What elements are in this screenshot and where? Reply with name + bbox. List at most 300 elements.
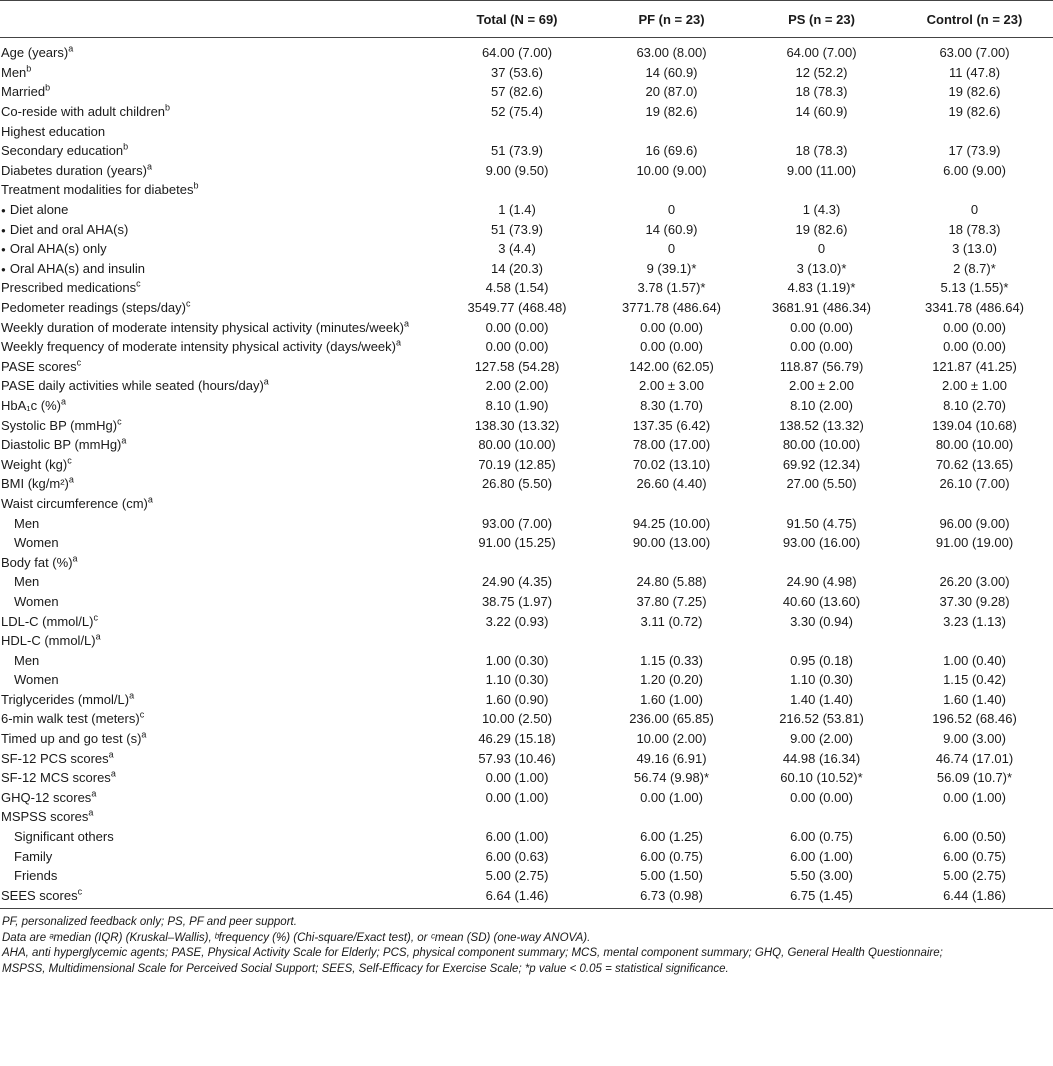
footnote-marker: a bbox=[61, 396, 67, 407]
row-label bbox=[0, 748, 438, 768]
table-cell: 6.00 (1.00) bbox=[485, 829, 549, 845]
row-label-text: PASE daily activities while seated (hours/day) bbox=[1, 378, 264, 394]
table-row bbox=[0, 102, 1053, 122]
table-cell: 93.00 (16.00) bbox=[782, 535, 861, 551]
table-cell: 78.00 (17.00) bbox=[632, 437, 711, 453]
table-cell: 118.87 (56.79) bbox=[779, 358, 864, 374]
table-cell: 10.00 (2.50) bbox=[481, 711, 553, 727]
table-row bbox=[0, 788, 1053, 808]
footnote-marker: c bbox=[93, 612, 98, 623]
table-cell: 6.73 (0.98) bbox=[596, 886, 747, 909]
table-cell: 1.20 (0.20) bbox=[640, 672, 703, 688]
table-cell: 51 (73.9) bbox=[490, 143, 544, 159]
table-row bbox=[0, 552, 1053, 572]
table-cell: 2.00 (2.00) bbox=[485, 378, 549, 394]
table-cell bbox=[596, 180, 747, 200]
table-cell: 94.25 (10.00) bbox=[632, 515, 711, 531]
table-row bbox=[0, 768, 1053, 788]
row-label bbox=[0, 494, 438, 514]
table-cell: 142.00 (62.05) bbox=[629, 358, 714, 374]
row-label bbox=[0, 435, 438, 455]
table-cell: 0.00 (0.00) bbox=[790, 319, 853, 335]
table-cell: 1.60 (0.90) bbox=[485, 691, 549, 707]
row-label bbox=[0, 827, 438, 847]
footnote-marker: c bbox=[76, 357, 82, 368]
row-label-text: Prescribed medications bbox=[1, 280, 137, 296]
row-label-text: Pedometer readings (steps/day) bbox=[1, 300, 186, 316]
row-label-text: Weight (kg) bbox=[1, 456, 68, 472]
footnote-marker: a bbox=[147, 494, 153, 505]
table-cell: 1.00 (0.40) bbox=[943, 652, 1006, 668]
table-row bbox=[0, 141, 1053, 161]
table-cell: 3681.91 (486.34) bbox=[771, 300, 872, 316]
table-cell bbox=[438, 494, 596, 514]
table-cell: 8.10 (2.70) bbox=[943, 397, 1006, 413]
table-cell: 3771.78 (486.64) bbox=[621, 300, 722, 316]
footnote-marker: a bbox=[110, 768, 116, 779]
table-cell bbox=[896, 121, 1053, 141]
table-cell: 5.00 (2.75) bbox=[943, 868, 1006, 884]
footnote-marker: c bbox=[77, 886, 83, 897]
row-label bbox=[0, 670, 438, 690]
table-row bbox=[0, 886, 1053, 909]
row-label-text: LDL-C (mmol/L) bbox=[1, 613, 94, 629]
table-cell: 80.00 (10.00) bbox=[478, 437, 556, 453]
table-cell: 17 (73.9) bbox=[948, 143, 1001, 159]
table-cell bbox=[747, 494, 896, 514]
table-row bbox=[0, 200, 1053, 220]
column-header bbox=[0, 1, 438, 38]
row-label-text: Men bbox=[1, 64, 27, 80]
table-cell: 9.00 (3.00) bbox=[943, 731, 1006, 747]
table-cell: 121.87 (41.25) bbox=[932, 358, 1017, 374]
table-cell: 60.10 (10.52)* bbox=[780, 770, 863, 786]
table-cell: 63.00 (8.00) bbox=[636, 45, 707, 61]
table-cell: 96.00 (9.00) bbox=[939, 515, 1010, 531]
row-label bbox=[0, 454, 438, 474]
table-cell: 3341.78 (486.64) bbox=[924, 300, 1025, 316]
row-label-text: Women bbox=[14, 593, 59, 609]
table-cell: 46.74 (17.01) bbox=[935, 750, 1014, 766]
table-cell: 4.58 (1.54) bbox=[485, 280, 549, 296]
row-label bbox=[0, 180, 438, 200]
table-cell: 1.10 (0.30) bbox=[790, 672, 853, 688]
row-label bbox=[0, 611, 438, 631]
table-cell: 5.13 (1.55)* bbox=[940, 280, 1009, 296]
row-label bbox=[0, 572, 438, 592]
table-cell: 5.00 (2.75) bbox=[485, 868, 549, 884]
table-cell: 18 (78.3) bbox=[795, 143, 848, 159]
row-label bbox=[0, 650, 438, 670]
table-cell: 69.92 (12.34) bbox=[782, 456, 861, 472]
row-label-text: Body fat (%) bbox=[1, 554, 73, 570]
table-cell: 2.00 ± 1.00 bbox=[942, 378, 1007, 394]
footnote-marker: c bbox=[136, 279, 141, 290]
table-row bbox=[0, 611, 1053, 631]
row-label-text: HbA₁c (%) bbox=[1, 397, 62, 413]
table-cell: 0.00 (1.00) bbox=[485, 770, 549, 786]
table-cell: 70.19 (12.85) bbox=[478, 456, 556, 472]
table-cell: 24.90 (4.35) bbox=[481, 574, 553, 590]
table-cell: 0.00 (0.00) bbox=[485, 339, 549, 355]
footnote-marker: a bbox=[146, 161, 152, 172]
row-label-text: Diabetes duration (years) bbox=[1, 162, 147, 178]
table-cell: 63.00 (7.00) bbox=[939, 45, 1010, 61]
row-label bbox=[0, 690, 438, 710]
table-cell: 1.10 (0.30) bbox=[485, 672, 549, 688]
table-cell: 138.52 (13.32) bbox=[779, 417, 864, 433]
table-row bbox=[0, 239, 1053, 259]
row-label bbox=[0, 396, 438, 416]
table-cell: 0.00 (0.00) bbox=[485, 319, 549, 335]
footnote-marker: c bbox=[139, 710, 145, 721]
table-cell: 0.00 (0.00) bbox=[640, 339, 703, 355]
row-label bbox=[0, 38, 438, 63]
footnote: Data are ᵃmedian (IQR) (Kruskal–Wallis), ᵇfrequency (%) (Chi-square/Exact test), or ᶜmean (SD) (one-way ANOVA). bbox=[2, 931, 591, 944]
table-row bbox=[0, 63, 1053, 83]
table-cell: 10.00 (2.00) bbox=[636, 731, 707, 747]
table-cell: 19 (82.6) bbox=[948, 84, 1001, 100]
row-label-text: Waist circumference (cm) bbox=[1, 495, 148, 511]
table-cell: 3.78 (1.57)* bbox=[637, 280, 706, 296]
row-label-text: Men bbox=[14, 652, 40, 668]
row-label-text: Co-reside with adult children bbox=[1, 104, 166, 120]
table-cell: 2.00 ± 2.00 bbox=[789, 378, 854, 394]
footnote-marker: a bbox=[95, 631, 101, 642]
table-cell: 0.00 (0.00) bbox=[943, 339, 1006, 355]
row-label-text: SF-12 MCS scores bbox=[1, 770, 111, 786]
row-label-text: Significant others bbox=[14, 829, 114, 845]
table-cell bbox=[438, 631, 596, 651]
table-cell: 40.60 (13.60) bbox=[782, 593, 861, 609]
row-label bbox=[0, 298, 438, 318]
table-cell: 6.75 (1.45) bbox=[747, 886, 896, 909]
table-cell: 1 (4.3) bbox=[802, 202, 841, 218]
table-row bbox=[0, 376, 1053, 396]
table-cell: 1.15 (0.33) bbox=[640, 652, 703, 668]
row-label-text: MSPSS scores bbox=[1, 809, 89, 825]
table-cell: 80.00 (10.00) bbox=[782, 437, 861, 453]
table-cell: 19 (82.6) bbox=[795, 221, 848, 237]
table-cell: 6.00 (0.63) bbox=[485, 848, 549, 864]
row-label bbox=[0, 121, 438, 141]
row-label-text: Triglycerides (mmol/L) bbox=[1, 691, 130, 707]
row-label-text: Weekly frequency of moderate intensity physical activity (days/week) bbox=[1, 339, 396, 355]
table-cell: 91.50 (4.75) bbox=[786, 515, 857, 531]
table-body bbox=[0, 38, 1053, 909]
table-cell: 8.10 (2.00) bbox=[790, 397, 853, 413]
column-header: Total (N = 69) bbox=[438, 1, 596, 38]
footnote-marker: a bbox=[263, 377, 269, 388]
row-label-text: PASE scores bbox=[1, 358, 77, 374]
table-cell: 6.00 (0.50) bbox=[943, 829, 1006, 845]
row-label bbox=[0, 63, 438, 83]
table-cell: 1.00 (0.30) bbox=[485, 652, 549, 668]
table-cell: 57.93 (10.46) bbox=[478, 750, 556, 766]
row-label-text: BMI (kg/m²) bbox=[1, 476, 69, 492]
footnote-marker: b bbox=[45, 83, 51, 94]
table-cell: 127.58 (54.28) bbox=[474, 358, 560, 374]
table-cell: 3.22 (0.93) bbox=[485, 613, 549, 629]
footnote: MSPSS, Multidimensional Scale for Perceived Social Support; SEES, Self-Efficacy for Exercise Scale; *p value < 0.05 = statistical significance. bbox=[2, 962, 729, 975]
table-cell: 6.64 (1.46) bbox=[438, 886, 596, 909]
row-label bbox=[0, 278, 438, 298]
table-row bbox=[0, 396, 1053, 416]
table-row bbox=[0, 278, 1053, 298]
table-cell bbox=[747, 807, 896, 827]
table-cell: 80.00 (10.00) bbox=[935, 437, 1014, 453]
table-cell: 64.00 (7.00) bbox=[481, 45, 553, 61]
table-cell: 6.00 (1.00) bbox=[790, 848, 853, 864]
table-cell: 2.00 ± 3.00 bbox=[639, 378, 704, 394]
row-label bbox=[0, 592, 438, 612]
footnote-marker: a bbox=[129, 690, 135, 701]
table-cell: 14 (60.9) bbox=[645, 221, 698, 237]
table-cell: 139.04 (10.68) bbox=[932, 417, 1017, 433]
table-cell: 18 (78.3) bbox=[795, 84, 848, 100]
row-label bbox=[0, 415, 438, 435]
table-cell: 26.80 (5.50) bbox=[481, 476, 553, 492]
table-cell: 46.29 (15.18) bbox=[478, 731, 556, 747]
table-row bbox=[0, 866, 1053, 886]
table-cell: 26.60 (4.40) bbox=[636, 476, 707, 492]
table-cell: 137.35 (6.42) bbox=[632, 417, 711, 433]
table-row bbox=[0, 670, 1053, 690]
table-row bbox=[0, 807, 1053, 827]
table-row bbox=[0, 357, 1053, 377]
table-row bbox=[0, 121, 1053, 141]
row-label-text: Women bbox=[14, 535, 59, 551]
table-row bbox=[0, 474, 1053, 494]
row-label-text: Oral AHA(s) only bbox=[9, 241, 107, 257]
footnote-marker: a bbox=[121, 435, 127, 446]
table-cell: 38.75 (1.97) bbox=[481, 593, 553, 609]
table-row bbox=[0, 161, 1053, 181]
row-label-text: Men bbox=[14, 574, 40, 590]
row-label bbox=[0, 533, 438, 553]
table-cell: 9.00 (11.00) bbox=[786, 162, 857, 178]
table-row bbox=[0, 690, 1053, 710]
row-label-text: Women bbox=[14, 672, 59, 688]
row-label-text: GHQ-12 scores bbox=[1, 789, 92, 805]
table-cell: 3.23 (1.13) bbox=[943, 613, 1006, 629]
table-cell: 1.40 (1.40) bbox=[790, 691, 853, 707]
table-cell: 0.00 (0.00) bbox=[640, 319, 703, 335]
table-cell: 91.00 (19.00) bbox=[935, 535, 1014, 551]
table-row bbox=[0, 748, 1053, 768]
table-cell: 0 bbox=[667, 202, 676, 218]
table-cell: 138.30 (13.32) bbox=[474, 417, 560, 433]
table-cell: 0.00 (0.00) bbox=[790, 789, 853, 805]
table-cell: 236.00 (65.85) bbox=[629, 711, 714, 727]
table-row bbox=[0, 415, 1053, 435]
footnote-marker: a bbox=[88, 808, 94, 819]
column-header: PS (n = 23) bbox=[747, 1, 896, 38]
row-label-text: Diet alone bbox=[9, 202, 69, 218]
row-label-text: Men bbox=[14, 515, 40, 531]
table-cell: 3.11 (0.72) bbox=[640, 613, 703, 629]
table-cell bbox=[896, 552, 1053, 572]
table-row bbox=[0, 592, 1053, 612]
table-row bbox=[0, 631, 1053, 651]
footnote-marker: c bbox=[67, 455, 72, 466]
table-cell bbox=[896, 494, 1053, 514]
table-cell: 19 (82.6) bbox=[948, 104, 1001, 120]
footnote-marker: a bbox=[72, 553, 78, 564]
table-cell: 0.95 (0.18) bbox=[790, 652, 853, 668]
table-cell: 0 bbox=[667, 241, 676, 257]
table-cell: 20 (87.0) bbox=[645, 84, 698, 100]
table-cell bbox=[438, 807, 596, 827]
table-cell: 1 (1.4) bbox=[498, 202, 536, 218]
table-cell: 93.00 (7.00) bbox=[481, 515, 553, 531]
table-row bbox=[0, 709, 1053, 729]
row-label bbox=[0, 768, 438, 788]
table-cell: 26.10 (7.00) bbox=[939, 476, 1010, 492]
row-label bbox=[0, 513, 438, 533]
table-cell: 11 (47.8) bbox=[948, 64, 1001, 80]
table-row bbox=[0, 827, 1053, 847]
table-cell: 56.74 (9.98)* bbox=[633, 770, 710, 786]
table-cell: 8.30 (1.70) bbox=[640, 397, 703, 413]
table-cell: 2 (8.7)* bbox=[953, 260, 996, 276]
table-row bbox=[0, 219, 1053, 239]
table-cell: 9 (39.1)* bbox=[646, 260, 697, 276]
table-row bbox=[0, 298, 1053, 318]
table-cell: 18 (78.3) bbox=[948, 221, 1001, 237]
column-header: PF (n = 23) bbox=[596, 1, 747, 38]
table-cell: 51 (73.9) bbox=[490, 221, 544, 237]
row-label bbox=[0, 200, 438, 220]
table-cell bbox=[596, 552, 747, 572]
table-row bbox=[0, 180, 1053, 200]
table-cell: 3 (13.0)* bbox=[796, 260, 847, 276]
row-label-text: 6-min walk test (meters) bbox=[1, 711, 140, 727]
table-cell: 6.00 (9.00) bbox=[943, 162, 1006, 178]
table-cell: 6.00 (0.75) bbox=[943, 848, 1006, 864]
table-cell bbox=[596, 807, 747, 827]
table-cell: 49.16 (6.91) bbox=[636, 750, 707, 766]
footnote-marker: a bbox=[403, 318, 409, 329]
table-cell: 3549.77 (468.48) bbox=[467, 300, 567, 316]
row-label-text: Oral AHA(s) and insulin bbox=[9, 260, 145, 276]
table-cell: 37.80 (7.25) bbox=[636, 593, 707, 609]
row-label-text: Married bbox=[1, 84, 46, 100]
table-cell: 70.02 (13.10) bbox=[632, 456, 711, 472]
table-cell: 9.00 (2.00) bbox=[790, 731, 853, 747]
table-cell: 10.00 (9.00) bbox=[636, 162, 707, 178]
row-label bbox=[0, 337, 438, 357]
row-label bbox=[0, 886, 438, 909]
table-cell: 6.00 (0.75) bbox=[640, 848, 703, 864]
table-cell bbox=[438, 121, 596, 141]
row-label bbox=[0, 729, 438, 749]
footnote-marker: a bbox=[141, 729, 147, 740]
table-cell: 4.83 (1.19)* bbox=[787, 280, 856, 296]
row-label-text: Treatment modalities for diabetes bbox=[1, 182, 194, 198]
table-cell: 3 (13.0) bbox=[952, 241, 997, 257]
table-footnotes bbox=[0, 909, 1053, 977]
table-cell: 0 bbox=[970, 202, 979, 218]
table-cell bbox=[896, 631, 1053, 651]
table-cell bbox=[438, 552, 596, 572]
table-cell: 14 (20.3) bbox=[490, 260, 544, 276]
table-cell: 44.98 (16.34) bbox=[782, 750, 861, 766]
table-cell: 91.00 (15.25) bbox=[478, 535, 556, 551]
row-label-text: SEES scores bbox=[1, 887, 78, 903]
table-row bbox=[0, 38, 1053, 63]
row-label bbox=[0, 709, 438, 729]
row-label bbox=[0, 141, 438, 161]
row-label bbox=[0, 788, 438, 808]
table-cell: 3 (4.4) bbox=[498, 241, 536, 257]
row-label bbox=[0, 552, 438, 572]
table-cell: 9.00 (9.50) bbox=[485, 162, 549, 178]
row-label-text: Friends bbox=[14, 868, 58, 884]
table-cell: 1.60 (1.00) bbox=[640, 691, 703, 707]
header-row bbox=[0, 1, 1053, 38]
row-label bbox=[0, 102, 438, 122]
table-cell: 216.52 (53.81) bbox=[779, 711, 864, 727]
row-label-text: Diet and oral AHA(s) bbox=[9, 221, 129, 237]
row-label-text: Diastolic BP (mmHg) bbox=[1, 437, 122, 453]
row-label-text: Systolic BP (mmHg) bbox=[1, 417, 118, 433]
footnote-marker: c bbox=[117, 416, 122, 427]
row-label bbox=[0, 631, 438, 651]
row-label-text: Timed up and go test (s) bbox=[1, 731, 142, 747]
table-row bbox=[0, 729, 1053, 749]
row-label bbox=[0, 259, 438, 279]
table-cell: 14 (60.9) bbox=[795, 104, 848, 120]
row-label bbox=[0, 82, 438, 102]
table-cell: 5.50 (3.00) bbox=[790, 868, 853, 884]
row-label bbox=[0, 376, 438, 396]
column-header: Control (n = 23) bbox=[896, 1, 1053, 38]
table-cell: 0.00 (0.00) bbox=[943, 319, 1006, 335]
table-cell: 14 (60.9) bbox=[645, 64, 698, 80]
table-cell: 196.52 (68.46) bbox=[932, 711, 1017, 727]
row-label bbox=[0, 219, 438, 239]
footnote-marker: a bbox=[395, 337, 401, 348]
footnote-marker: a bbox=[91, 788, 97, 799]
table-row bbox=[0, 572, 1053, 592]
row-label-text: Family bbox=[14, 848, 53, 864]
row-label bbox=[0, 161, 438, 181]
table-cell: 56.09 (10.7)* bbox=[936, 770, 1013, 786]
row-label bbox=[0, 866, 438, 886]
table-cell: 1.60 (1.40) bbox=[943, 691, 1006, 707]
table-cell: 26.20 (3.00) bbox=[939, 574, 1010, 590]
table-cell: 37.30 (9.28) bbox=[939, 593, 1010, 609]
footnote-marker: a bbox=[68, 43, 74, 54]
table-cell: 27.00 (5.50) bbox=[786, 476, 857, 492]
row-label-text: Secondary education bbox=[1, 143, 124, 159]
table-row bbox=[0, 494, 1053, 514]
table-cell: 37 (53.6) bbox=[490, 64, 544, 80]
table-cell: 52 (75.4) bbox=[490, 104, 544, 120]
table-row bbox=[0, 317, 1053, 337]
footnote: AHA, anti hyperglycemic agents; PASE, Physical Activity Scale for Elderly; PCS, physical component summary; MCS, mental component summary; GHQ, General Health Questionnaire; bbox=[2, 947, 943, 960]
row-label bbox=[0, 239, 438, 259]
table-cell bbox=[896, 807, 1053, 827]
table-row bbox=[0, 259, 1053, 279]
table-row bbox=[0, 435, 1053, 455]
row-label-text: Age (years) bbox=[1, 45, 69, 61]
table-row bbox=[0, 513, 1053, 533]
row-label bbox=[0, 846, 438, 866]
table-cell bbox=[896, 180, 1053, 200]
table-cell: 90.00 (13.00) bbox=[632, 535, 711, 551]
